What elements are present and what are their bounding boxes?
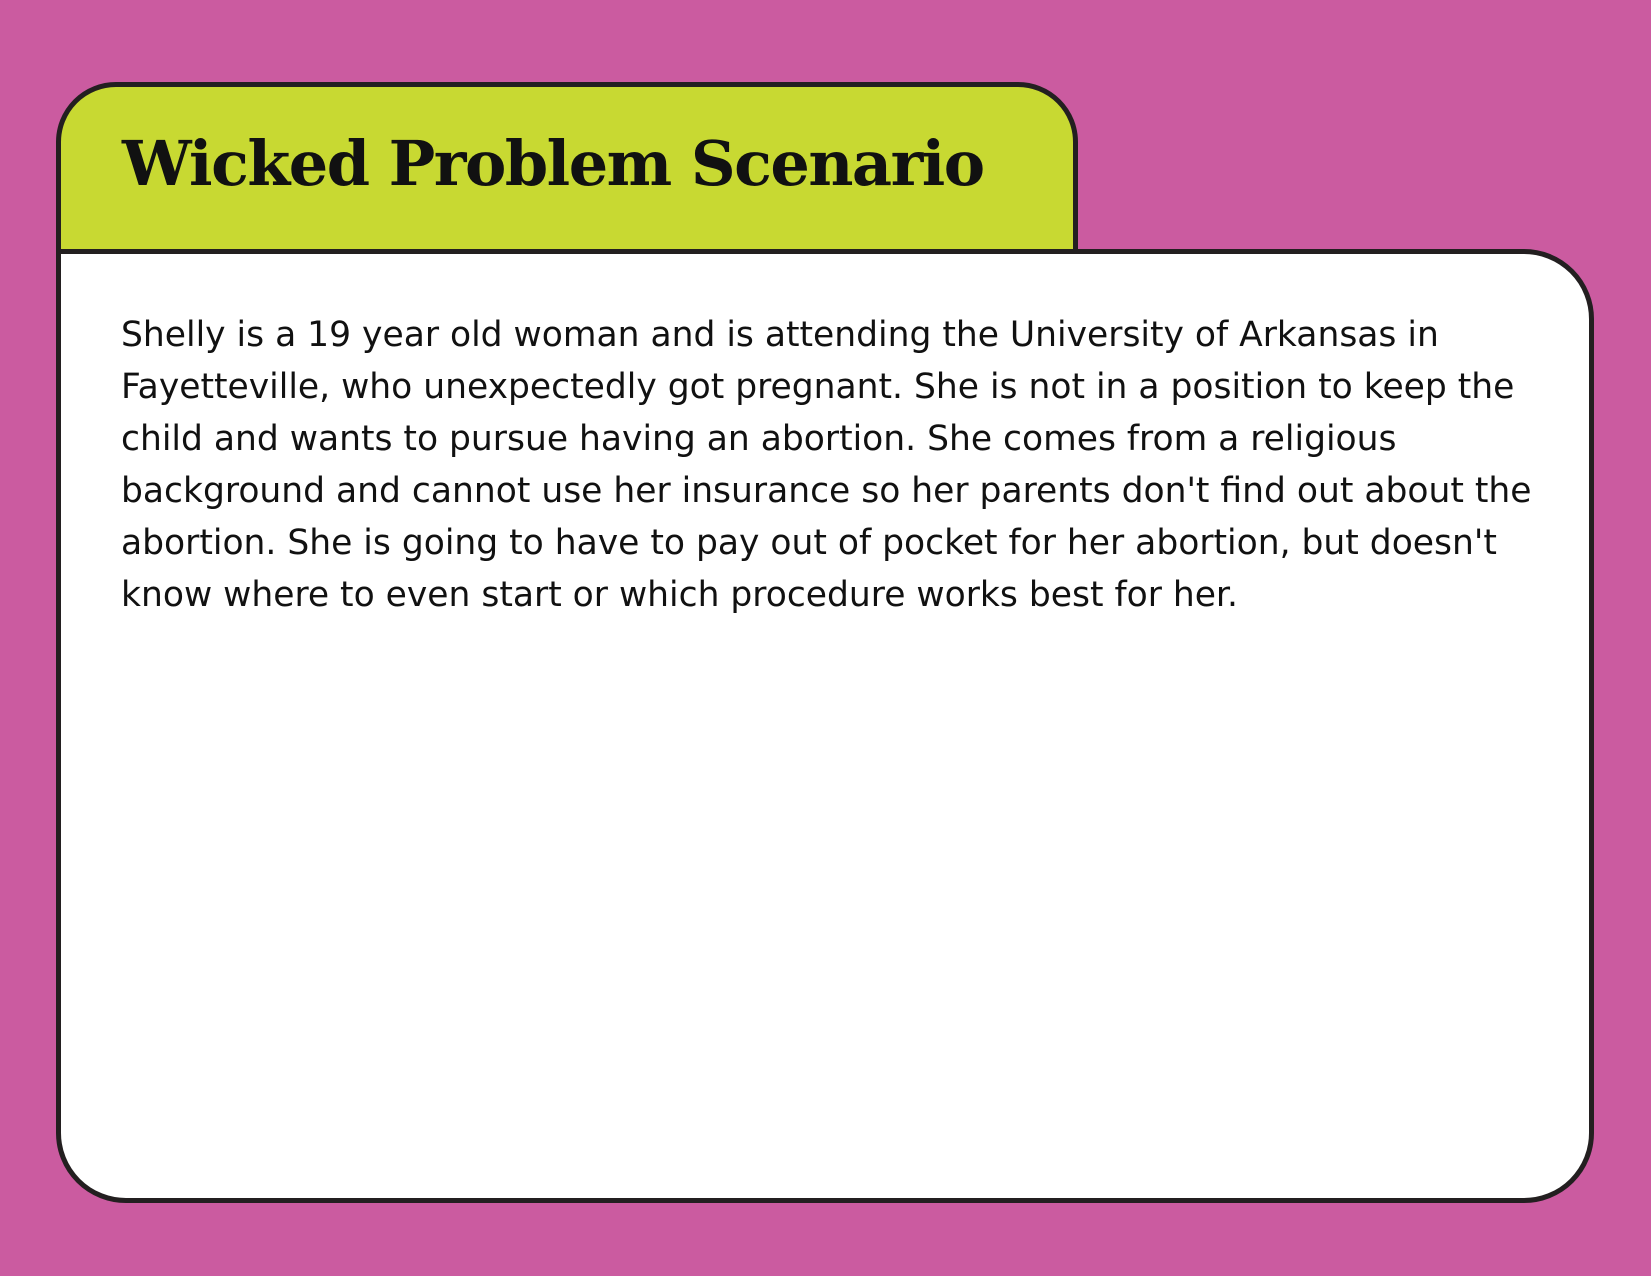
scenario-card <box>56 249 1594 1203</box>
page-title: Wicked Problem Scenario <box>122 127 984 200</box>
title-tab <box>56 82 1078 262</box>
scenario-text: Shelly is a 19 year old woman and is attending the University of Arkansas in Fayetteville, who unexpectedly got pregnant. She is not in a position to keep the child and wants to pursue having an abortion. She comes from a religious background and cannot use her insurance so her parents don't find out about the abortion. She is going to have to pay out of pocket for her abortion, but doesn't know where to even start or which procedure works best for her. <box>121 315 1532 615</box>
